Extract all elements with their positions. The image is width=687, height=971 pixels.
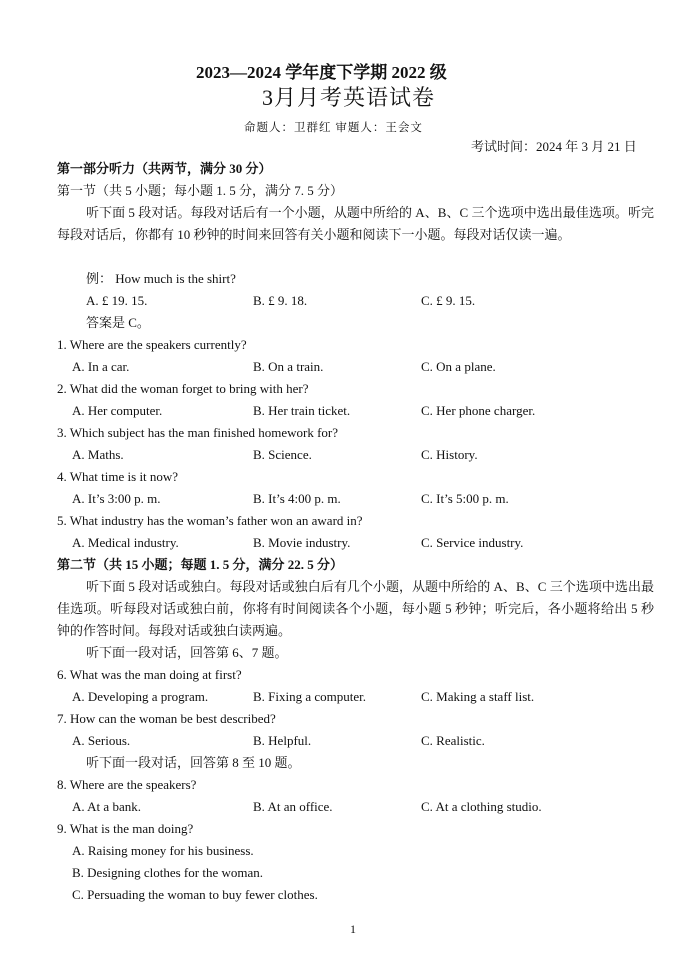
example-option-b: B. £ 9. 18. (253, 293, 308, 308)
example-answer: 答案是 C。 (86, 315, 150, 330)
q4-option-c: C. It’s 5:00 p. m. (421, 491, 509, 506)
section1-title: 第一节（共 5 小题；每小题 1. 5 分，满分 7. 5 分） (57, 183, 344, 198)
exam-time: 考试时间：2024 年 3 月 21 日 (471, 139, 637, 154)
q2-option-a: A. Her computer. (72, 403, 163, 418)
question-9: 9. What is the man doing? (57, 821, 194, 836)
q7-option-a: A. Serious. (72, 733, 131, 748)
question-2: 2. What did the woman forget to bring with her? (57, 381, 309, 396)
q3-option-b: B. Science. (253, 447, 312, 462)
q8-option-a: A. At a bank. (72, 799, 141, 814)
q5-option-c: C. Service industry. (421, 535, 524, 550)
q2-option-b: B. Her train ticket. (253, 403, 351, 418)
question-4: 4. What time is it now? (57, 469, 179, 484)
q2-option-c: C. Her phone charger. (421, 403, 536, 418)
group2-intro: 听下面一段对话，回答第 8 至 10 题。 (86, 755, 301, 770)
example-option-a: A. £ 19. 15. (86, 293, 148, 308)
question-5: 5. What industry has the woman’s father won an award in? (57, 513, 363, 528)
question-7: 7. How can the woman be best described? (57, 711, 276, 726)
section2-title: 第二节（共 15 小题；每题 1. 5 分，满分 22. 5 分） (57, 557, 344, 572)
q7-option-b: B. Helpful. (253, 733, 312, 748)
q5-option-b: B. Movie industry. (253, 535, 351, 550)
q9-option-a: A. Raising money for his business. (72, 843, 254, 858)
q1-option-a: A. In a car. (72, 359, 130, 374)
q3-option-c: C. History. (421, 447, 478, 462)
q5-option-a: A. Medical industry. (72, 535, 179, 550)
question-8: 8. Where are the speakers? (57, 777, 197, 792)
q9-option-c: C. Persuading the woman to buy fewer clothes. (72, 887, 318, 902)
section1-instructions: 听下面 5 段对话。每段对话后有一个小题，从题中所给的 A、B、C 三个选项中选出最佳选项。听完每段对话后，你都有 10 秒钟的时间来回答有关小题和阅读下一小题。每段对话仅读一遍。 (57, 205, 654, 242)
question-6: 6. What was the man doing at first? (57, 667, 242, 682)
q4-option-a: A. It’s 3:00 p. m. (72, 491, 161, 506)
q3-option-a: A. Maths. (72, 447, 124, 462)
q6-option-c: C. Making a staff list. (421, 689, 535, 704)
q1-option-c: C. On a plane. (421, 359, 496, 374)
q6-option-a: A. Developing a program. (72, 689, 209, 704)
example-option-c: C. £ 9. 15. (421, 293, 476, 308)
section2-instructions: 听下面 5 段对话或独白。每段对话或独白后有几个小题，从题中所给的 A、B、C 三个选项中选出最佳选项。听每段对话或独白前，你将有时间阅读各个小题，每小题 5 秒钟；听完后，各小题将给出 5 秒钟的作答时间。每段对话或独白读两遍。 (57, 579, 654, 638)
q1-option-b: B. On a train. (253, 359, 324, 374)
q7-option-c: C. Realistic. (421, 733, 485, 748)
q8-option-c: C. At a clothing studio. (421, 799, 542, 814)
exam-title-line1: 2023—2024 学年度下学期 2022 级 (196, 63, 447, 82)
q9-option-b: B. Designing clothes for the woman. (72, 865, 263, 880)
q6-option-b: B. Fixing a computer. (253, 689, 367, 704)
part1-title: 第一部分听力（共两节，满分 30 分） (57, 161, 272, 176)
group1-intro: 听下面一段对话，回答第 6、7 题。 (86, 645, 288, 660)
exam-authors: 命题人：卫群红 审题人：王会文 (244, 122, 423, 134)
page-number: 1 (350, 922, 356, 936)
example-question: 例： How much is the shirt? (86, 271, 236, 286)
q4-option-b: B. It’s 4:00 p. m. (253, 491, 341, 506)
question-1: 1. Where are the speakers currently? (57, 337, 247, 352)
q8-option-b: B. At an office. (253, 799, 333, 814)
question-3: 3. Which subject has the man finished homework for? (57, 425, 338, 440)
exam-title-line2: 3月月考英语试卷 (262, 85, 436, 110)
